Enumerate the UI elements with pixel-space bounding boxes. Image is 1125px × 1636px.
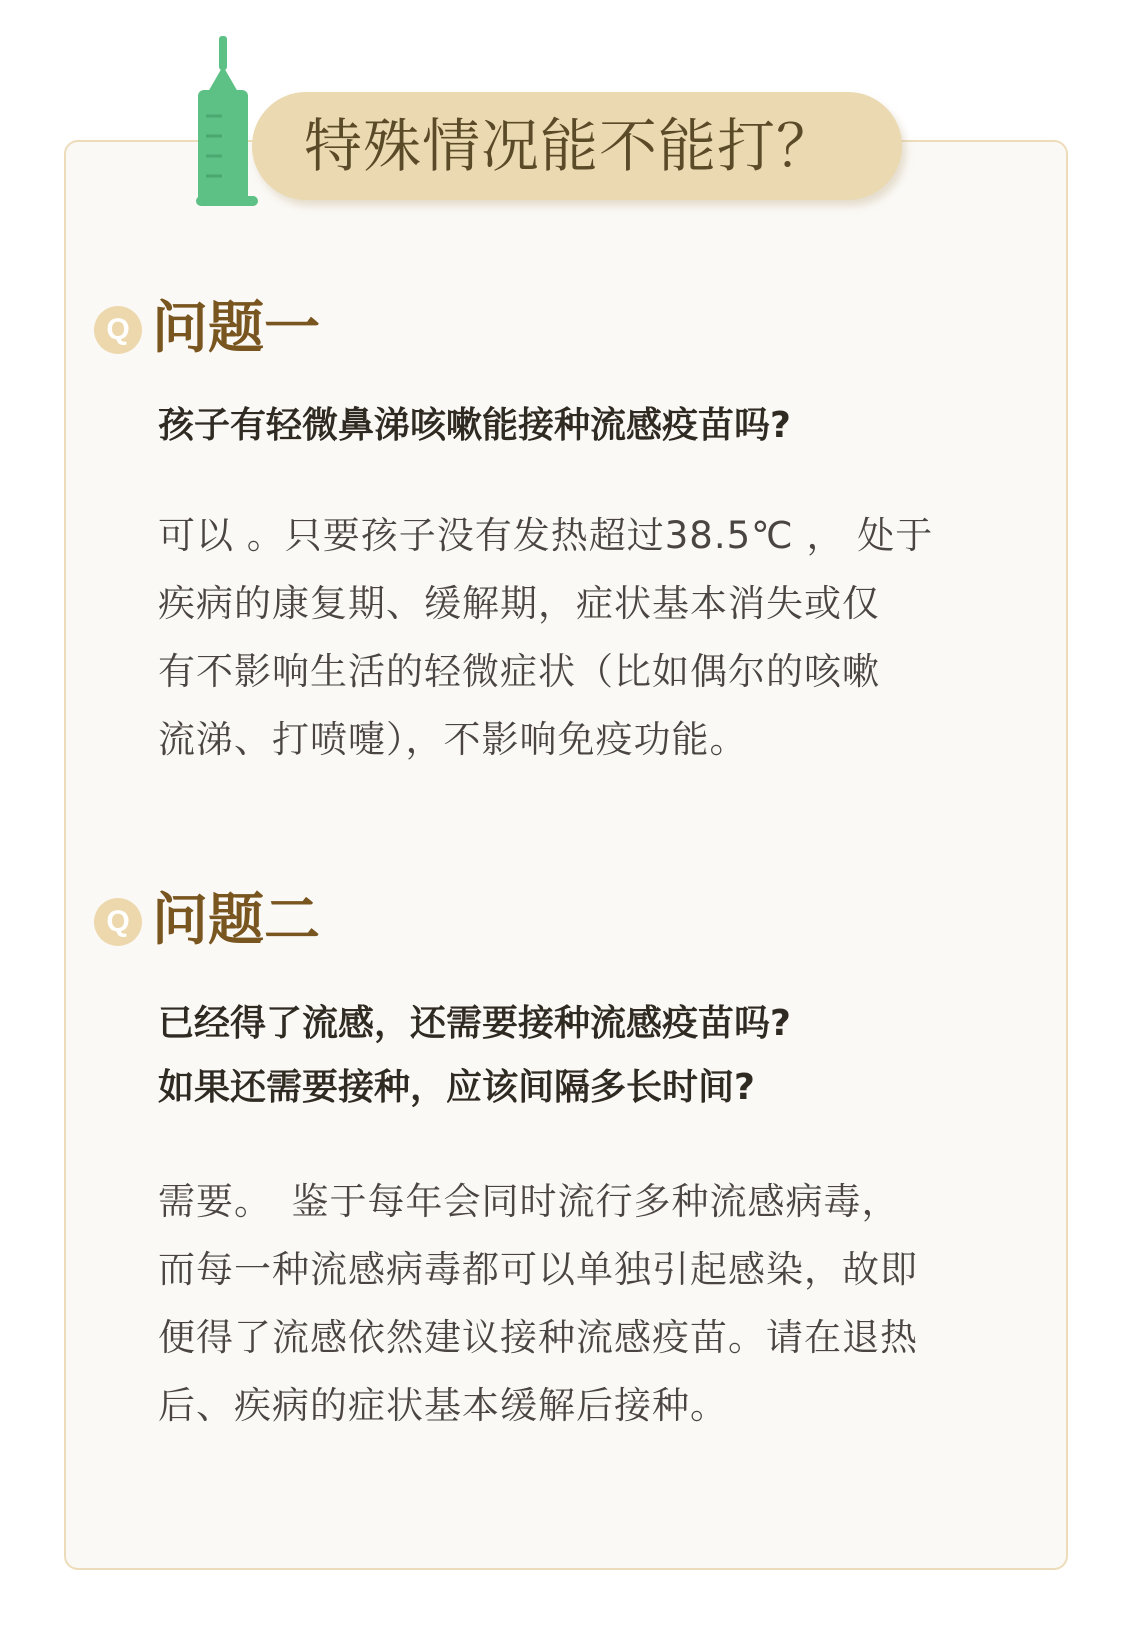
question-line: 已经得了流感，还需要接种流感疫苗吗?: [158, 1003, 791, 1044]
answer-line: 疾病的康复期、缓解期，症状基本消失或仅: [158, 582, 880, 625]
page-title: 特殊情况能不能打？: [304, 112, 836, 180]
q-badge-icon: Q: [94, 306, 142, 354]
answer-line: 便得了流感依然建议接种流感疫苗。请在退热: [158, 1316, 918, 1359]
question-line: 如果还需要接种，应该间隔多长时间?: [158, 1067, 755, 1108]
question-line: 孩子有轻微鼻涕咳嗽能接种流感疫苗吗?: [158, 405, 791, 446]
section-1-question: [158, 394, 1008, 458]
answer-line: 流涕、打喷嚏），不影响免疫功能。: [158, 718, 748, 761]
q-badge-icon: Q: [94, 898, 142, 946]
syringe-icon: [196, 36, 262, 208]
answer-line: 有不影响生活的轻微症状（比如偶尔的咳嗽: [158, 650, 880, 693]
section-1-heading: 问题一: [152, 296, 320, 361]
answer-line: 后、疾病的症状基本缓解后接种。: [158, 1384, 728, 1427]
answer-line: 可以 。只要孩子没有发热超过38.5℃ ， 处于: [158, 514, 934, 557]
section-2-answer: [158, 1168, 998, 1440]
answer-line: 而每一种流感病毒都可以单独引起感染，故即: [158, 1248, 918, 1291]
answer-line: 需要。 鉴于每年会同时流行多种流感病毒，: [158, 1180, 900, 1223]
title-banner: [252, 92, 902, 200]
section-1-answer: [158, 502, 998, 774]
section-2-question: [158, 992, 1008, 1120]
section-2-heading: 问题二: [152, 888, 320, 953]
